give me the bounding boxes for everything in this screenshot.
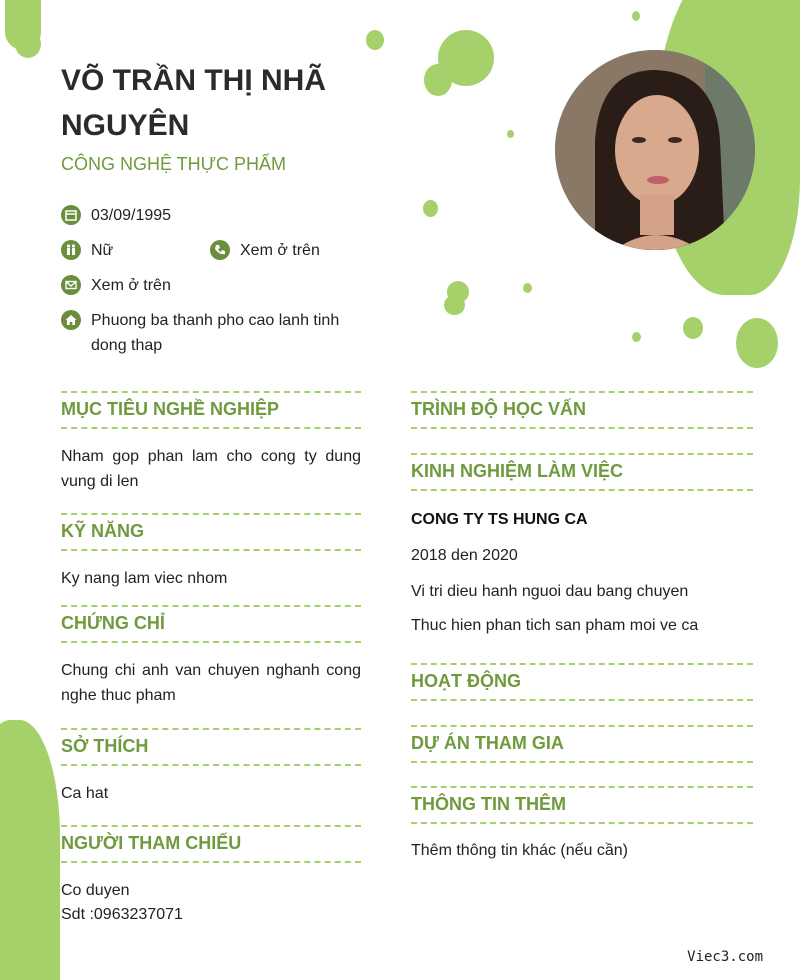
section-experience-title: KINH NGHIỆM LÀM VIỆC xyxy=(411,453,753,491)
certificates-text: Chung chi anh van chuyen nghanh cong nghe thuc pham xyxy=(61,662,361,704)
section-projects-title: DỰ ÁN THAM GIA xyxy=(411,725,753,763)
phone-icon xyxy=(210,240,230,260)
email-value: Xem ở trên xyxy=(91,277,171,294)
job-title: CÔNG NGHỆ THỰC PHẨM xyxy=(61,154,287,174)
section-certificates-title: CHỨNG CHỈ xyxy=(61,605,361,643)
hobbies-text: Ca hat xyxy=(61,785,109,802)
section-hobbies-title: SỞ THÍCH xyxy=(61,728,361,766)
envelope-icon xyxy=(61,275,81,295)
section-skills-title: KỸ NĂNG xyxy=(61,513,361,551)
more-info-text: Thêm thông tin khác (nếu cần) xyxy=(411,842,629,859)
section-references-title: NGƯỜI THAM CHIẾU xyxy=(61,825,361,863)
decor-dot xyxy=(15,30,41,58)
home-icon xyxy=(61,310,81,330)
skills-text: Ky nang lam viec nhom xyxy=(61,570,228,587)
gender-row xyxy=(91,238,113,263)
references-line1: Co duyen xyxy=(61,882,130,899)
decor-dot xyxy=(423,200,438,217)
experience-period: 2018 den 2020 xyxy=(411,547,518,564)
gender-icon xyxy=(61,240,81,260)
decor-blob-bottom-left xyxy=(0,720,60,980)
decor-dot xyxy=(366,30,384,50)
decor-dot xyxy=(444,295,465,315)
decor-dot xyxy=(632,11,640,21)
experience-company: CONG TY TS HUNG CA xyxy=(411,511,588,528)
birthdate-value: 03/09/1995 xyxy=(91,207,172,224)
candidate-name: VÕ TRẦN THỊ NHÃ NGUYÊN xyxy=(61,64,326,142)
calendar-icon xyxy=(61,205,81,225)
decor-dot xyxy=(683,317,703,339)
decor-dot xyxy=(507,130,514,138)
address-value: Phuong ba thanh pho cao lanh tinh dong thap xyxy=(91,312,340,354)
section-more-info-title: THÔNG TIN THÊM xyxy=(411,786,753,824)
portrait-image xyxy=(555,50,755,250)
phone-row xyxy=(240,238,320,263)
gender-value: Nữ xyxy=(91,242,114,259)
birthdate-row xyxy=(91,203,171,228)
experience-role: Vi tri dieu hanh nguoi dau bang chuyen xyxy=(411,583,689,600)
section-objective-title: MỤC TIÊU NGHỀ NGHIỆP xyxy=(61,391,361,429)
email-row xyxy=(91,273,171,298)
phone-value: Xem ở trên xyxy=(240,242,320,259)
experience-detail: Thuc hien phan tich san pham moi ve ca xyxy=(411,617,699,634)
section-activities-title: HOẠT ĐỘNG xyxy=(411,663,753,701)
section-education-title: TRÌNH ĐỘ HỌC VẤN xyxy=(411,391,753,429)
decor-dot xyxy=(736,318,778,368)
objective-text: Nham gop phan lam cho cong ty dung vung di len xyxy=(61,448,361,490)
references-line2: Sdt :0963237071 xyxy=(61,906,183,923)
decor-dot xyxy=(424,64,452,96)
decor-dot xyxy=(523,283,532,293)
profile-photo xyxy=(555,50,755,250)
address-row xyxy=(91,308,371,358)
decor-dot xyxy=(632,332,641,342)
site-brand: Viec3.com xyxy=(687,949,763,965)
